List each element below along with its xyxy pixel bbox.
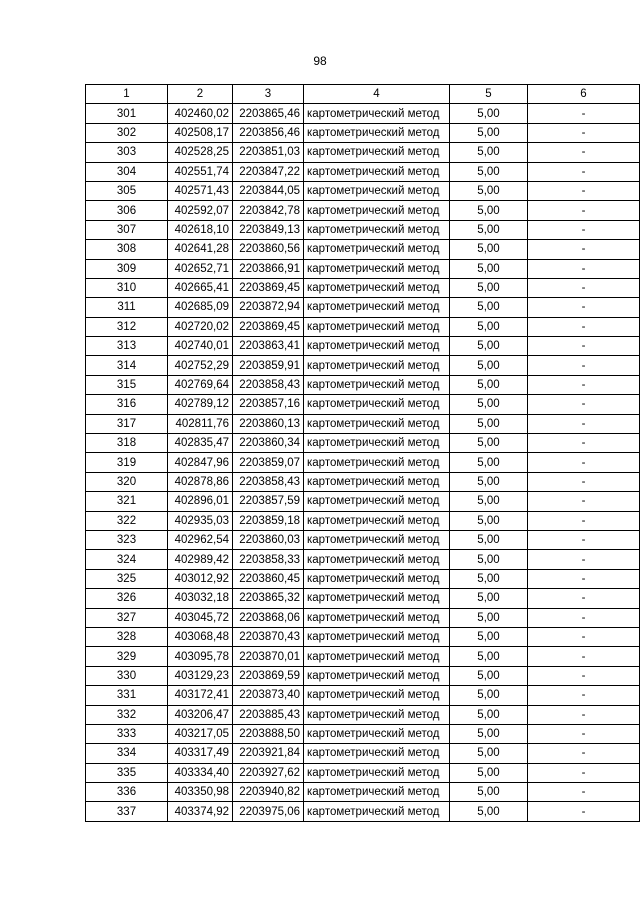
table-row	[86, 666, 640, 685]
accuracy-cell: 5,00	[450, 608, 528, 627]
x-coordinate-cell: 403317,49	[168, 744, 233, 763]
method-cell: картометрический метод	[304, 666, 450, 685]
x-coordinate-cell: 402618,10	[168, 220, 233, 239]
table-row	[86, 434, 640, 453]
table-row	[86, 375, 640, 394]
y-coordinate-cell: 2203868,06	[233, 608, 304, 627]
table-row	[86, 608, 640, 627]
x-coordinate-cell: 403350,98	[168, 783, 233, 802]
y-coordinate-cell: 2203860,56	[233, 240, 304, 259]
y-coordinate-cell: 2203975,06	[233, 802, 304, 821]
table-row	[86, 724, 640, 743]
note-cell: -	[528, 492, 640, 511]
table-row	[86, 511, 640, 530]
table-row	[86, 686, 640, 705]
x-coordinate-cell: 403095,78	[168, 647, 233, 666]
x-coordinate-cell: 402508,17	[168, 123, 233, 142]
header-col-2: 2	[168, 85, 233, 104]
method-cell: картометрический метод	[304, 162, 450, 181]
point-number-cell: 337	[86, 802, 168, 821]
y-coordinate-cell: 2203865,32	[233, 589, 304, 608]
point-number-cell: 306	[86, 201, 168, 220]
y-coordinate-cell: 2203885,43	[233, 705, 304, 724]
point-number-cell: 317	[86, 414, 168, 433]
point-number-cell: 304	[86, 162, 168, 181]
point-number-cell: 316	[86, 395, 168, 414]
note-cell: -	[528, 511, 640, 530]
note-cell: -	[528, 569, 640, 588]
accuracy-cell: 5,00	[450, 181, 528, 200]
accuracy-cell: 5,00	[450, 434, 528, 453]
table-row	[86, 492, 640, 511]
x-coordinate-cell: 403068,48	[168, 627, 233, 646]
note-cell: -	[528, 472, 640, 491]
method-cell: картометрический метод	[304, 705, 450, 724]
note-cell: -	[528, 123, 640, 142]
accuracy-cell: 5,00	[450, 259, 528, 278]
y-coordinate-cell: 2203858,33	[233, 550, 304, 569]
method-cell: картометрический метод	[304, 220, 450, 239]
y-coordinate-cell: 2203873,40	[233, 686, 304, 705]
x-coordinate-cell: 402789,12	[168, 395, 233, 414]
table-row	[86, 143, 640, 162]
x-coordinate-cell: 402571,43	[168, 181, 233, 200]
point-number-cell: 320	[86, 472, 168, 491]
y-coordinate-cell: 2203865,46	[233, 104, 304, 123]
accuracy-cell: 5,00	[450, 511, 528, 530]
header-col-4: 4	[304, 85, 450, 104]
method-cell: картометрический метод	[304, 259, 450, 278]
table-row	[86, 530, 640, 549]
point-number-cell: 314	[86, 356, 168, 375]
y-coordinate-cell: 2203940,82	[233, 783, 304, 802]
table-row	[86, 783, 640, 802]
method-cell: картометрический метод	[304, 453, 450, 472]
y-coordinate-cell: 2203869,45	[233, 317, 304, 336]
method-cell: картометрический метод	[304, 511, 450, 530]
note-cell: -	[528, 337, 640, 356]
accuracy-cell: 5,00	[450, 162, 528, 181]
x-coordinate-cell: 402528,25	[168, 143, 233, 162]
x-coordinate-cell: 402835,47	[168, 434, 233, 453]
accuracy-cell: 5,00	[450, 666, 528, 685]
note-cell: -	[528, 434, 640, 453]
y-coordinate-cell: 2203851,03	[233, 143, 304, 162]
x-coordinate-cell: 402878,86	[168, 472, 233, 491]
note-cell: -	[528, 686, 640, 705]
y-coordinate-cell: 2203860,13	[233, 414, 304, 433]
method-cell: картометрический метод	[304, 744, 450, 763]
table-row	[86, 317, 640, 336]
method-cell: картометрический метод	[304, 492, 450, 511]
x-coordinate-cell: 402641,28	[168, 240, 233, 259]
table-row	[86, 220, 640, 239]
point-number-cell: 312	[86, 317, 168, 336]
point-number-cell: 333	[86, 724, 168, 743]
table-row	[86, 763, 640, 782]
x-coordinate-cell: 402740,01	[168, 337, 233, 356]
accuracy-cell: 5,00	[450, 123, 528, 142]
point-number-cell: 310	[86, 278, 168, 297]
point-number-cell: 303	[86, 143, 168, 162]
y-coordinate-cell: 2203869,45	[233, 278, 304, 297]
note-cell: -	[528, 589, 640, 608]
accuracy-cell: 5,00	[450, 530, 528, 549]
y-coordinate-cell: 2203847,22	[233, 162, 304, 181]
accuracy-cell: 5,00	[450, 240, 528, 259]
accuracy-cell: 5,00	[450, 569, 528, 588]
x-coordinate-cell: 403045,72	[168, 608, 233, 627]
header-col-3: 3	[233, 85, 304, 104]
accuracy-cell: 5,00	[450, 589, 528, 608]
accuracy-cell: 5,00	[450, 201, 528, 220]
point-number-cell: 309	[86, 259, 168, 278]
table-row	[86, 395, 640, 414]
y-coordinate-cell: 2203860,34	[233, 434, 304, 453]
accuracy-cell: 5,00	[450, 802, 528, 821]
note-cell: -	[528, 530, 640, 549]
method-cell: картометрический метод	[304, 647, 450, 666]
x-coordinate-cell: 403206,47	[168, 705, 233, 724]
note-cell: -	[528, 317, 640, 336]
note-cell: -	[528, 181, 640, 200]
y-coordinate-cell: 2203860,45	[233, 569, 304, 588]
x-coordinate-cell: 403172,41	[168, 686, 233, 705]
accuracy-cell: 5,00	[450, 337, 528, 356]
table-row	[86, 705, 640, 724]
x-coordinate-cell: 402665,41	[168, 278, 233, 297]
method-cell: картометрический метод	[304, 569, 450, 588]
table-row	[86, 240, 640, 259]
point-number-cell: 326	[86, 589, 168, 608]
x-coordinate-cell: 402847,96	[168, 453, 233, 472]
note-cell: -	[528, 763, 640, 782]
table-row	[86, 356, 640, 375]
accuracy-cell: 5,00	[450, 472, 528, 491]
x-coordinate-cell: 402935,03	[168, 511, 233, 530]
note-cell: -	[528, 414, 640, 433]
method-cell: картометрический метод	[304, 201, 450, 220]
note-cell: -	[528, 608, 640, 627]
point-number-cell: 328	[86, 627, 168, 646]
x-coordinate-cell: 403217,05	[168, 724, 233, 743]
accuracy-cell: 5,00	[450, 414, 528, 433]
x-coordinate-cell: 402769,64	[168, 375, 233, 394]
point-number-cell: 313	[86, 337, 168, 356]
x-coordinate-cell: 403374,92	[168, 802, 233, 821]
table-row	[86, 414, 640, 433]
method-cell: картометрический метод	[304, 627, 450, 646]
note-cell: -	[528, 395, 640, 414]
table-row	[86, 647, 640, 666]
accuracy-cell: 5,00	[450, 143, 528, 162]
x-coordinate-cell: 403032,18	[168, 589, 233, 608]
x-coordinate-cell: 402551,74	[168, 162, 233, 181]
y-coordinate-cell: 2203857,59	[233, 492, 304, 511]
point-number-cell: 335	[86, 763, 168, 782]
y-coordinate-cell: 2203888,50	[233, 724, 304, 743]
accuracy-cell: 5,00	[450, 550, 528, 569]
x-coordinate-cell: 402592,07	[168, 201, 233, 220]
x-coordinate-cell: 403334,40	[168, 763, 233, 782]
point-number-cell: 332	[86, 705, 168, 724]
method-cell: картометрический метод	[304, 608, 450, 627]
table-row	[86, 201, 640, 220]
note-cell: -	[528, 802, 640, 821]
note-cell: -	[528, 201, 640, 220]
point-number-cell: 324	[86, 550, 168, 569]
table-row	[86, 802, 640, 821]
table-row	[86, 104, 640, 123]
table-row	[86, 337, 640, 356]
table-row	[86, 627, 640, 646]
method-cell: картометрический метод	[304, 317, 450, 336]
header-col-5: 5	[450, 85, 528, 104]
note-cell: -	[528, 298, 640, 317]
y-coordinate-cell: 2203869,59	[233, 666, 304, 685]
note-cell: -	[528, 453, 640, 472]
accuracy-cell: 5,00	[450, 104, 528, 123]
table-row	[86, 744, 640, 763]
x-coordinate-cell: 402989,42	[168, 550, 233, 569]
table-header-row	[86, 85, 640, 104]
method-cell: картометрический метод	[304, 783, 450, 802]
point-number-cell: 329	[86, 647, 168, 666]
y-coordinate-cell: 2203863,41	[233, 337, 304, 356]
note-cell: -	[528, 627, 640, 646]
x-coordinate-cell: 402652,71	[168, 259, 233, 278]
accuracy-cell: 5,00	[450, 744, 528, 763]
accuracy-cell: 5,00	[450, 783, 528, 802]
table-row	[86, 472, 640, 491]
method-cell: картометрический метод	[304, 356, 450, 375]
accuracy-cell: 5,00	[450, 686, 528, 705]
accuracy-cell: 5,00	[450, 453, 528, 472]
header-col-1: 1	[86, 85, 168, 104]
method-cell: картометрический метод	[304, 530, 450, 549]
accuracy-cell: 5,00	[450, 317, 528, 336]
method-cell: картометрический метод	[304, 375, 450, 394]
point-number-cell: 311	[86, 298, 168, 317]
point-number-cell: 301	[86, 104, 168, 123]
accuracy-cell: 5,00	[450, 220, 528, 239]
method-cell: картометрический метод	[304, 337, 450, 356]
accuracy-cell: 5,00	[450, 492, 528, 511]
method-cell: картометрический метод	[304, 123, 450, 142]
method-cell: картометрический метод	[304, 104, 450, 123]
method-cell: картометрический метод	[304, 802, 450, 821]
header-col-6: 6	[528, 85, 640, 104]
table-row	[86, 569, 640, 588]
y-coordinate-cell: 2203927,62	[233, 763, 304, 782]
accuracy-cell: 5,00	[450, 627, 528, 646]
x-coordinate-cell: 402720,02	[168, 317, 233, 336]
table-row	[86, 278, 640, 297]
point-number-cell: 319	[86, 453, 168, 472]
point-number-cell: 315	[86, 375, 168, 394]
y-coordinate-cell: 2203856,46	[233, 123, 304, 142]
x-coordinate-cell: 402811,76	[168, 414, 233, 433]
point-number-cell: 322	[86, 511, 168, 530]
point-number-cell: 323	[86, 530, 168, 549]
point-number-cell: 305	[86, 181, 168, 200]
page-number: 98	[313, 54, 327, 68]
method-cell: картометрический метод	[304, 181, 450, 200]
method-cell: картометрический метод	[304, 472, 450, 491]
y-coordinate-cell: 2203921,84	[233, 744, 304, 763]
note-cell: -	[528, 143, 640, 162]
y-coordinate-cell: 2203858,43	[233, 472, 304, 491]
point-number-cell: 325	[86, 569, 168, 588]
method-cell: картометрический метод	[304, 434, 450, 453]
method-cell: картометрический метод	[304, 550, 450, 569]
accuracy-cell: 5,00	[450, 395, 528, 414]
point-number-cell: 336	[86, 783, 168, 802]
point-number-cell: 327	[86, 608, 168, 627]
y-coordinate-cell: 2203857,16	[233, 395, 304, 414]
y-coordinate-cell: 2203860,03	[233, 530, 304, 549]
x-coordinate-cell: 402752,29	[168, 356, 233, 375]
y-coordinate-cell: 2203870,43	[233, 627, 304, 646]
y-coordinate-cell: 2203842,78	[233, 201, 304, 220]
x-coordinate-cell: 403129,23	[168, 666, 233, 685]
point-number-cell: 321	[86, 492, 168, 511]
method-cell: картометрический метод	[304, 763, 450, 782]
table-row	[86, 162, 640, 181]
table-row	[86, 298, 640, 317]
x-coordinate-cell: 403012,92	[168, 569, 233, 588]
method-cell: картометрический метод	[304, 414, 450, 433]
note-cell: -	[528, 705, 640, 724]
note-cell: -	[528, 744, 640, 763]
y-coordinate-cell: 2203859,18	[233, 511, 304, 530]
point-number-cell: 308	[86, 240, 168, 259]
x-coordinate-cell: 402896,01	[168, 492, 233, 511]
table-row	[86, 550, 640, 569]
note-cell: -	[528, 356, 640, 375]
method-cell: картометрический метод	[304, 686, 450, 705]
table-body	[86, 104, 640, 821]
note-cell: -	[528, 162, 640, 181]
y-coordinate-cell: 2203870,01	[233, 647, 304, 666]
table-row	[86, 453, 640, 472]
y-coordinate-cell: 2203858,43	[233, 375, 304, 394]
y-coordinate-cell: 2203859,91	[233, 356, 304, 375]
table-row	[86, 181, 640, 200]
note-cell: -	[528, 647, 640, 666]
note-cell: -	[528, 666, 640, 685]
y-coordinate-cell: 2203872,94	[233, 298, 304, 317]
accuracy-cell: 5,00	[450, 724, 528, 743]
y-coordinate-cell: 2203866,91	[233, 259, 304, 278]
accuracy-cell: 5,00	[450, 705, 528, 724]
method-cell: картометрический метод	[304, 395, 450, 414]
method-cell: картометрический метод	[304, 240, 450, 259]
accuracy-cell: 5,00	[450, 278, 528, 297]
method-cell: картометрический метод	[304, 298, 450, 317]
coordinates-table	[85, 84, 640, 822]
method-cell: картометрический метод	[304, 724, 450, 743]
y-coordinate-cell: 2203859,07	[233, 453, 304, 472]
method-cell: картометрический метод	[304, 589, 450, 608]
note-cell: -	[528, 375, 640, 394]
note-cell: -	[528, 240, 640, 259]
accuracy-cell: 5,00	[450, 356, 528, 375]
method-cell: картометрический метод	[304, 143, 450, 162]
table-row	[86, 259, 640, 278]
x-coordinate-cell: 402460,02	[168, 104, 233, 123]
point-number-cell: 318	[86, 434, 168, 453]
note-cell: -	[528, 104, 640, 123]
point-number-cell: 334	[86, 744, 168, 763]
point-number-cell: 302	[86, 123, 168, 142]
x-coordinate-cell: 402685,09	[168, 298, 233, 317]
note-cell: -	[528, 550, 640, 569]
note-cell: -	[528, 220, 640, 239]
method-cell: картометрический метод	[304, 278, 450, 297]
accuracy-cell: 5,00	[450, 763, 528, 782]
accuracy-cell: 5,00	[450, 375, 528, 394]
note-cell: -	[528, 724, 640, 743]
y-coordinate-cell: 2203844,05	[233, 181, 304, 200]
x-coordinate-cell: 402962,54	[168, 530, 233, 549]
y-coordinate-cell: 2203849,13	[233, 220, 304, 239]
note-cell: -	[528, 278, 640, 297]
note-cell: -	[528, 259, 640, 278]
point-number-cell: 307	[86, 220, 168, 239]
note-cell: -	[528, 783, 640, 802]
table-row	[86, 589, 640, 608]
accuracy-cell: 5,00	[450, 298, 528, 317]
point-number-cell: 331	[86, 686, 168, 705]
accuracy-cell: 5,00	[450, 647, 528, 666]
table-row	[86, 123, 640, 142]
point-number-cell: 330	[86, 666, 168, 685]
